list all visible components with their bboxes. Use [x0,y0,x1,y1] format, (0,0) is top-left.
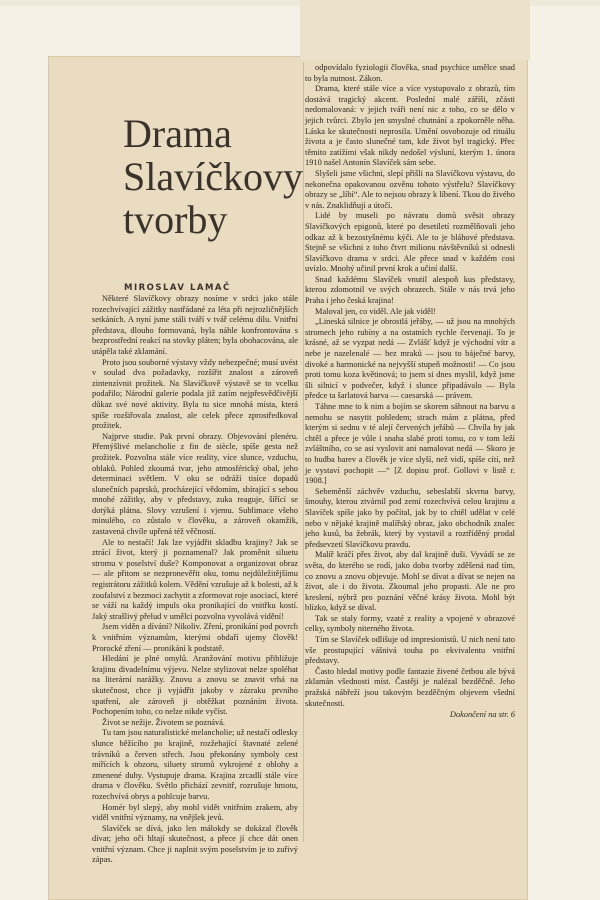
paragraph: Lidé by museli po návratu domů svěsit obrazy Slavíčkových epigonů, které po desetiletí rozmělňovali jeho odkaz až k bezostyšnému kýči. Ale to je bláhové představa. Stejně se všichni z toho čtvrt milionu návštěvníků si odnesli Slavíčkovo drama v srdci. Ale přece snad v každém cosi uvízlo. Mnohý učinil první krok a učiní další. [305,211,515,274]
paragraph: Ale to nestačí! Jak lze vyjádřit skladbu krajiny? Jak se ztrácí život, který ji poznamenal? Jak proměnit siluetu stromu v poselství duše? Komponovat a organizovat obraz — ale přitom se nezpronevěřit oku, tomu nejdůležitějšímu registrátoru zážitků kolem. Vědění vzrušuje až k bolesti, až k zoufalství z bezmoci zachytit a zformovat roje asociací, které se váží na každý impuls oka pronikající do vnitřku kostí. Jaký strašlivý přelud v umělci pozvolna vyvolává vidění! [92,537,298,621]
paragraph: Hledání je plné omylů. Aranžování motivu přibližuje krajinu divadelnímu výjevu. Nelze stylizovat nelze spoléhat na literární narážky. Znovu a znovu se znavit vrhá na skutečnost, chce ji vyjádřit jakoby v zázraku prvního spatření, ale zároveň ji obtěžkat poznáním života. Pochopením toho, co nelze nikde vyčíst. [92,654,298,717]
column-divider [303,62,304,842]
paragraph: Často hledal motivy podle fantazie živené četbou ale bývá zklamán všednosti míst. Častěji je nalézal bezděčně. Jeho pražská nábřeží jsou takovým bezděčným objevem všední skutečnosti. [305,666,515,708]
paragraph: Slyšeli jsme všichni, slepí přišli na Slavíčkovu výstavu, do nekonečna opakovanou ozvěnu tohoto výstřelu? Slavíčkovy obrazy se „líbí“. Ale to nejsou obrazy k líbení. Tkou do živého v nás. Znaklidňují a útočí. [305,168,515,210]
paragraph: Tím se Slavíček odlišuje od impresionistů. U nich není tato vše prostupující vášnivá touha po ekvivalentu vnitřní představy. [305,635,515,666]
paragraph: „Lineská silnice je obrostlá jeřáby, — už jsou na mnohých stromech jeho rubíny a na ostatních rychle červenají. To je krásné, až se vyzpat nedá — Zvlášť když je východní vítr a nebe je nazelenalé — bez mraků — jsou to báječné barvy, divoké a harmonické na nejvyšší stupeň možnosti! — Co jsou proti tomu koza květinová; to jsem si dnes myslil, když jsme šli silnicí v podvečer, když i slunce připadávalo — Byla předce ta šarlatová barva — caesarská — právem. [305,317,515,401]
article-title: Drama Slavíčkovy tvorby [123,111,303,242]
paragraph: odpovídalo fyziologii člověka, snad psychice umělce snad to byla nutnost. Zákon. [305,63,515,83]
paragraph: Snad každému Slavíček vnutil alespoň kus představy, kterou zdomotnil ve svých obrazech. Stále v nás trvá jeho Praha i jeho česká krajina! [305,274,515,306]
paragraph: Homér byl slepý, aby mohl vidět vnitřním zrakem, aby viděl vnitřní významy, na vnějšek jevů. [92,802,298,823]
continuation-note: Dokončení na str. 6 [449,710,515,720]
paragraph: Tak se staly formy, vzaté z reality a vpojené v obrazové celky, symboly niterného života. [305,613,515,634]
article-column-left [92,294,298,866]
paragraph: Sebeměnší záchvěv vzduchu, sebeslabší skvrna barvy, šmouhy, kterou ztvárnil pod zemí rozechvívá celou krajinu a Slavíček spíše jako by počítal, jak by to chtěl udělat v celé nebo v nějaké krajině malířský obraz, jako obchodník znalec jeho kusů, ba žebrák, který by vystavil a roztříděný prodal předsevzetí Slavíčkovu pravdu. [305,486,515,549]
clipping-top-fragment [300,0,530,60]
article-column-right [305,63,515,721]
paragraph: Tu tam jsou naturalistické melancholie; už nestačí odlesky slunce běžícího po krajině, rozžehající štavnaté zelené trávníků a červen střech. Jsou překonány symboly cest mířících k obzoru, siluety stromů vykrojené z oblohy a zmenené duhy. Vystupuje drama. Krajina zrcadlí stále více drama v člověku. Světlo přichází zevnitř, rozrušuje hmotu, rozechvívá obrys a pohlcuje barvu. [92,728,298,801]
paragraph: Táhne mne to k nim a bojím se skorem sáhnout na barvu a nemohu se nasytit pohledem; strach mám z plátna, před kterým si sednu v té alejí červených jeřábů — Chvíla by jak chtěl a přece je vůle i snaha slabé proti tomu, co v tom leží zvláštního, co se asi vyslovit ani namalovat nedá — Skoro je to hudba barev a člověk je více slyší, než vidí, spíše cítí, než je vystaví pochopit —“ [Z dopisu prof. Gollovi v listě r. 1908.] [305,402,515,486]
article-author: MIROSLAV LAMAČ [124,283,231,293]
paragraph: Slavíček se dívá, jako len málokdy se dokázal člověk dívat; jeho oči hltají skutečnost, a přece jí chce dát onen vnitřní význam. Chce ji naplnit svým poselstvím je to zuřivý zápas. [92,823,298,865]
paragraph: Malíř kráčí přes život, aby dal krajině duši. Vyvádí se ze světa, do kterého se rodí, jako doba tvorby zděšená nad tím, co znovu a znovu objevuje. Mohl se dívat a dívat se nejen na život, ale i do života. Zkoumal jeho propasti. Ale ne pro kreslení, nýbrž pro poznání věčné krásy života. Mohl být blízko, když se díval. [305,550,515,613]
paragraph: Maloval jen, co viděl. Ale jak viděl! [315,306,436,316]
paragraph: Jsem viděn a dívání? Nikoliv. Zření, pronikání pod povrch k vnitřním významům, kterými obdaří ujemy člověk! Prorocké zření — pronikání k podstatě. [92,622,298,653]
paragraph: Najprve studie. Pak první obrazy. Objevování plenéru. Přemýšlivé melancholie z fin de siècle, spíše gesta než prožitek. Pozvolna stále více reality, více slunce, vzduchu, oblaků. Pohled zkoumá tvar, jeho atmosférický obal, jeho determinaci světlem. V oku se odráží tisíce dopadů slunečních paprsků, procházející vědomím, sbírající s sebou mnohé zážitky, aby v představy, zuka reaguje, šířící se dotýká plátna. Slovy vzrušení i vjemu. Sublimace všeho minulého, co zůstalo v člověku, a zároveň okamžik, zastavená chvíle upřená též věčností. [92,431,298,537]
paragraph: Některé Slavíčkovy obrazy nosíme v srdci jako stále rozechvívající zážitky nastřádané za léta při nejrozličnějších setkáních. A nyní jsme stáli tváří v tvář celému dílu. Vnitřní představa, dlouho formovaná, byla náhle konfrontována s bezprostřední reakcí na stovky pláten; byla obohacována, ale utápěla také zklamání. [92,294,298,356]
paragraph: Život se nežije. Životem se poznává. [102,717,226,727]
paragraph: Proto jsou souborné výstavy vždy nebezpečné; musí uvést v soulad dva požadavky, rozšířit znalost a zároveň zintenzívnit prožitek. Na Slavíčkově výstavě se to vcelku podařilo; Národní galerie podala již zatím nejpřesvědčivější důkaz své nové aktivity. Byla tu sice mnohá místa, která spíše rozšiřovala znalost, ale celek přece zprostředkoval prožitek. [92,357,298,431]
paragraph: Drama, které stále více a více vystupovalo z obrazů, tím dostává tragický akcent. Poslední malé záříši, zčásti nedomalovaná: v jejich tváři není nic z toho, co se dělo v jejich tvůrci. Zbylo jen smyslné chutnání a zpokorněle něha. Láska ke skutečnosti neprosila. Umění osvobozuje od rituálu života a je často slunečné tam, kde život byl tragický. Přec těmito zatížími však nikdy nedošel výsluní, kterým 1. února 1910 našel Antonín Slavíček sám sebe. [305,84,515,168]
